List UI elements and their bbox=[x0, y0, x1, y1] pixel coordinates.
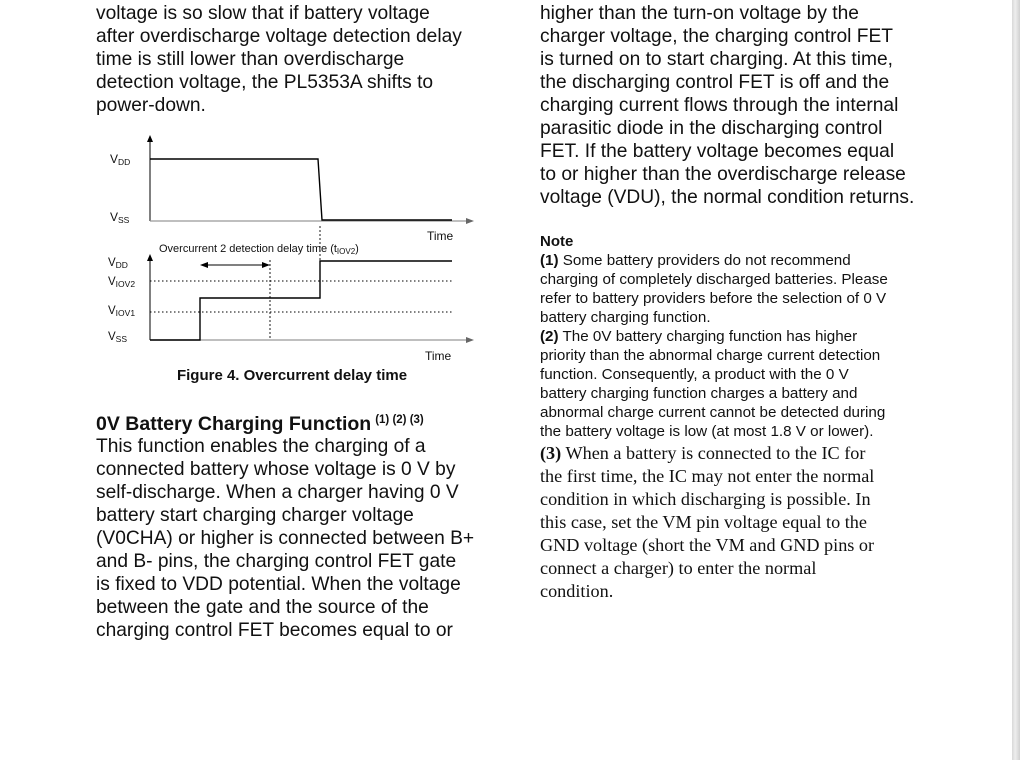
top-vdd-label: VDD bbox=[110, 152, 131, 167]
note-line: battery charging function charges a battery and bbox=[540, 385, 858, 402]
bottom-x-arrow bbox=[466, 337, 474, 343]
delay-arrow-left bbox=[200, 262, 208, 268]
section-body bbox=[96, 435, 474, 642]
note-title: Note bbox=[540, 233, 574, 250]
note-item-1 bbox=[540, 251, 930, 327]
note-label: (2) bbox=[540, 328, 559, 345]
top-vss-label: VSS bbox=[110, 210, 130, 225]
continuation-line: charger voltage, the charging control FET bbox=[540, 26, 894, 47]
bottom-y-arrow bbox=[147, 254, 153, 261]
section-heading-text: 0V Battery Charging Function bbox=[96, 413, 372, 435]
bottom-chart bbox=[108, 226, 474, 360]
note-line: battery charging function. bbox=[540, 309, 711, 326]
top-y-arrow bbox=[147, 135, 153, 142]
note-line: this case, set the VM pin voltage equal to the bbox=[540, 512, 867, 532]
body-line: battery start charging charger voltage bbox=[96, 505, 414, 526]
note-label: (1) bbox=[540, 252, 559, 269]
note-item-3 bbox=[540, 442, 930, 603]
note-item-2 bbox=[540, 327, 930, 441]
body-line: and B- pins, the charging control FET gate bbox=[96, 551, 457, 572]
figure-caption: Figure 4. Overcurrent delay time bbox=[176, 367, 408, 384]
note-line: the battery voltage is low (at most 1.8 V or lower). bbox=[540, 423, 874, 440]
note-line: priority than the abnormal charge current detection bbox=[540, 347, 881, 364]
bottom-viov2-label: VIOV2 bbox=[108, 276, 136, 289]
continuation-line: voltage (VDU), the normal condition returns. bbox=[540, 187, 915, 208]
vm-waveform bbox=[150, 261, 452, 340]
note-label: (3) bbox=[540, 443, 562, 463]
continuation-line: is turned on to start charging. At this time, bbox=[540, 49, 894, 70]
note-line: When a battery is connected to the IC for bbox=[565, 443, 866, 463]
note-line: connect a charger) to enter the normal bbox=[540, 558, 817, 578]
continuation-line: parasitic diode in the discharging control bbox=[540, 118, 883, 139]
intro-line: after overdischarge voltage detection delay bbox=[96, 26, 462, 47]
note-line: Some battery providers do not recommend bbox=[562, 252, 851, 269]
top-time-label: Time bbox=[427, 229, 454, 243]
body-line: connected battery whose voltage is 0 V by bbox=[96, 459, 456, 480]
vdd-waveform bbox=[150, 159, 452, 220]
page-edge-shadow bbox=[1012, 0, 1020, 760]
body-line: self-discharge. When a charger having 0 V bbox=[96, 482, 459, 503]
continuation-line: higher than the turn-on voltage by the bbox=[540, 3, 859, 24]
note-line: refer to battery providers before the selection of 0 V bbox=[540, 290, 887, 307]
body-line: between the gate and the source of the bbox=[96, 597, 429, 618]
top-x-arrow bbox=[466, 218, 474, 224]
note-line: abnormal charge current cannot be detected during bbox=[540, 404, 886, 421]
overcurrent-delay-figure bbox=[100, 130, 480, 360]
bottom-time-label: Time bbox=[425, 349, 452, 360]
continuation-line: charging current flows through the internal bbox=[540, 95, 899, 116]
continuation-line: the discharging control FET is off and the bbox=[540, 72, 890, 93]
note-line: The 0V battery charging function has higher bbox=[562, 328, 858, 345]
section-heading-refs: (1) (2) (3) bbox=[375, 414, 424, 426]
intro-line: voltage is so slow that if battery voltage bbox=[96, 3, 430, 24]
body-line: is fixed to VDD potential. When the voltage bbox=[96, 574, 461, 595]
left-column bbox=[96, 2, 496, 117]
note-line: charging of completely discharged batteries. Please bbox=[540, 271, 888, 288]
note-line: GND voltage (short the VM and GND pins or bbox=[540, 535, 875, 555]
intro-line: time is still lower than overdischarge bbox=[96, 49, 405, 70]
timing-diagram bbox=[100, 130, 480, 360]
body-line: This function enables the charging of a bbox=[96, 436, 426, 457]
bottom-viov1-label: VIOV1 bbox=[108, 305, 136, 318]
body-line: (V0CHA) or higher is connected between B+ bbox=[96, 528, 475, 549]
delay-arrow-right bbox=[262, 262, 270, 268]
section-heading bbox=[96, 408, 424, 436]
intro-paragraph bbox=[96, 2, 496, 117]
intro-line: detection voltage, the PL5353A shifts to bbox=[96, 72, 434, 93]
top-chart bbox=[110, 135, 474, 243]
continuation-paragraph bbox=[540, 2, 930, 209]
right-column bbox=[540, 2, 930, 603]
body-line: charging control FET becomes equal to or bbox=[96, 620, 453, 641]
continuation-line: FET. If the battery voltage becomes equal bbox=[540, 141, 895, 162]
continuation-line: to or higher than the overdischarge release bbox=[540, 164, 906, 185]
bottom-vss-label: VSS bbox=[108, 331, 128, 344]
note-line: function. Consequently, a product with the 0 V bbox=[540, 366, 849, 383]
overcurrent-annotation: Overcurrent 2 detection delay time (tIOV2) bbox=[159, 243, 359, 256]
bottom-vdd-label: VDD bbox=[108, 257, 128, 270]
note-line: the first time, the IC may not enter the normal bbox=[540, 466, 875, 486]
intro-line: power-down. bbox=[96, 95, 206, 116]
note-line: condition. bbox=[540, 581, 614, 601]
note-line: condition in which discharging is possible. In bbox=[540, 489, 871, 509]
